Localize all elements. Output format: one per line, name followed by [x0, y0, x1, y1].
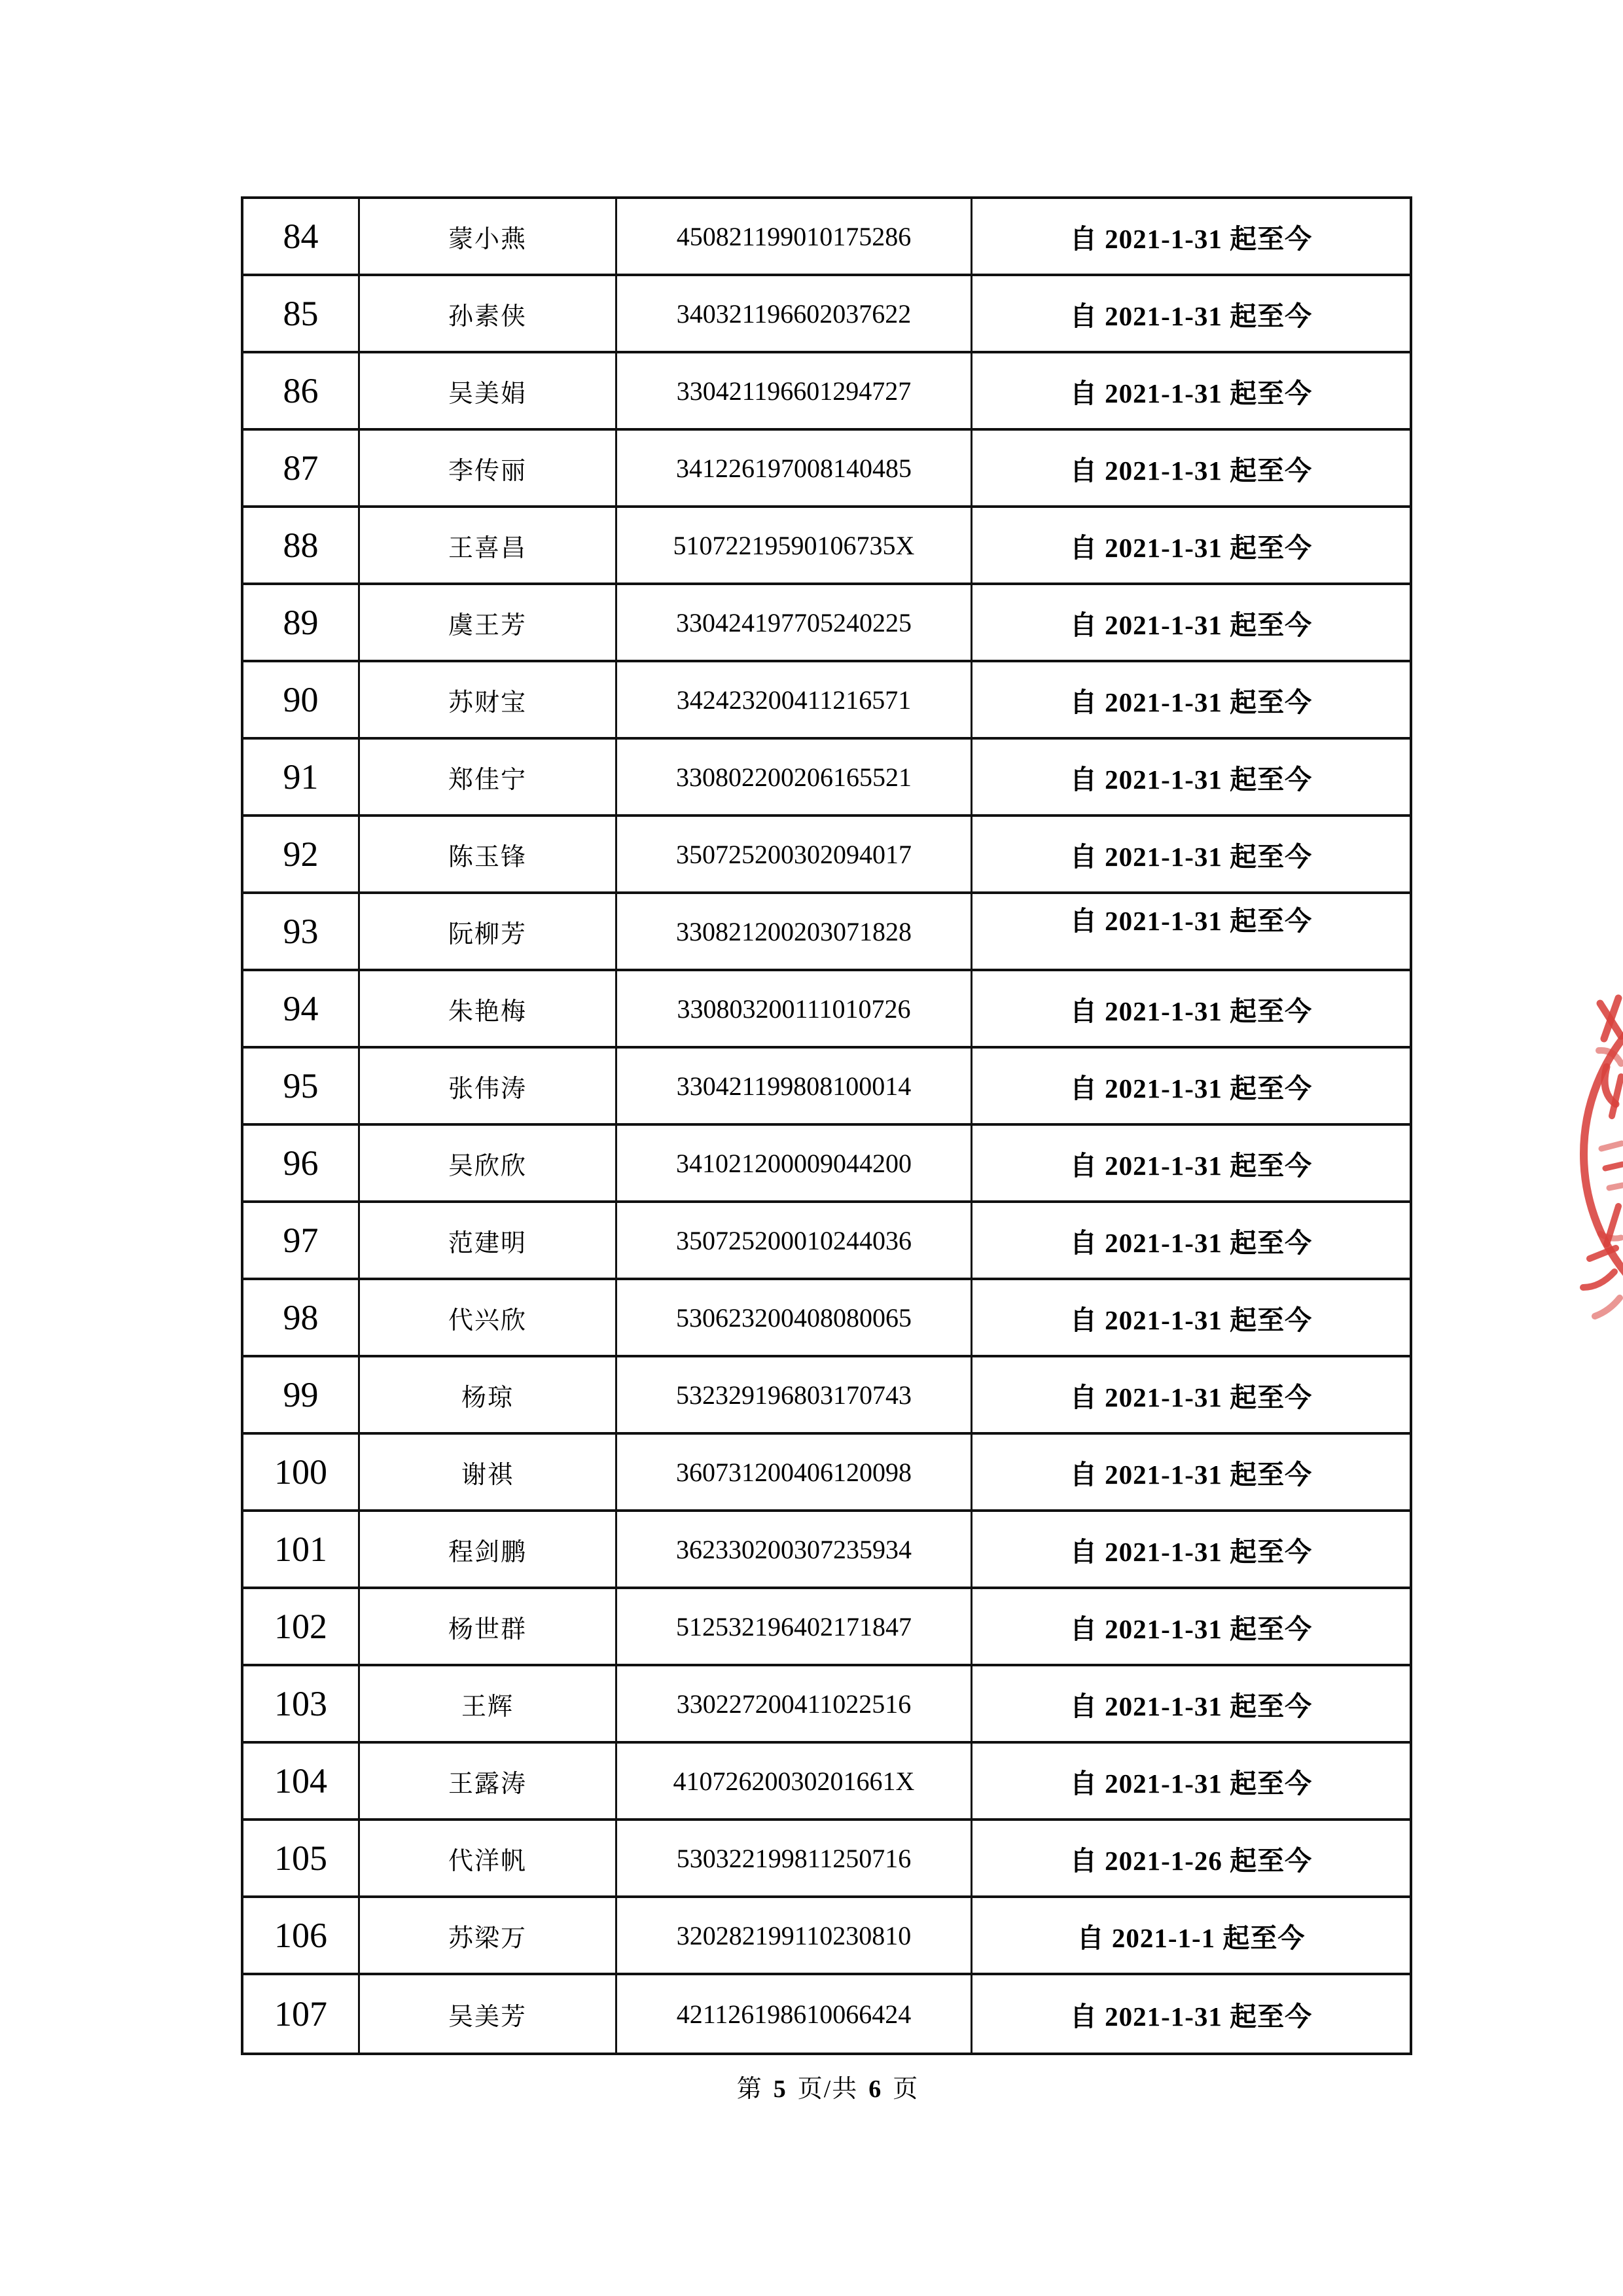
row-index-cell: 86: [243, 353, 360, 428]
table-row: [243, 1666, 1410, 1744]
row-index-cell: 101: [243, 1512, 360, 1587]
table-row: [243, 1435, 1410, 1512]
row-index-cell: 90: [243, 662, 360, 737]
table-row: [243, 1898, 1410, 1975]
id-number-cell: 330421199808100014: [617, 1049, 972, 1123]
period-cell: 自 2021-1-31 起至今: [1069, 841, 1313, 872]
row-index-cell: 98: [243, 1280, 360, 1355]
table-row: [243, 276, 1410, 353]
name-cell: 吴美芳: [360, 1975, 617, 2053]
table-row: [243, 1280, 1410, 1357]
id-number-cell: 41072620030201661X: [617, 1744, 972, 1818]
name-cell: 范建明: [360, 1203, 617, 1278]
row-index-cell: 103: [243, 1666, 360, 1741]
period-cell: 自 2021-1-31 起至今: [1069, 2001, 1313, 2032]
table-row: [243, 508, 1410, 585]
id-number-cell: 450821199010175286: [617, 199, 972, 274]
id-number-cell: 530322199811250716: [617, 1821, 972, 1895]
row-index-cell: 87: [243, 431, 360, 505]
row-index-cell: 97: [243, 1203, 360, 1278]
table-row: [243, 1589, 1410, 1666]
table-row: [243, 1512, 1410, 1589]
table-row: [243, 431, 1410, 508]
row-index-cell: 89: [243, 585, 360, 660]
period-cell: 自 2021-1-31 起至今: [1069, 455, 1313, 486]
row-index-cell: 91: [243, 740, 360, 814]
period-cell: 自 2021-1-31 起至今: [1069, 1768, 1313, 1799]
table-row: [243, 662, 1410, 740]
table-row: [243, 1126, 1410, 1203]
name-cell: 杨琼: [360, 1357, 617, 1432]
period-cell: 自 2021-1-31 起至今: [1069, 687, 1313, 717]
name-cell: 蒙小燕: [360, 199, 617, 274]
period-cell: 自 2021-1-31 起至今: [1069, 1613, 1313, 1644]
name-cell: 谢祺: [360, 1435, 617, 1509]
id-number-cell: 330802200206165521: [617, 740, 972, 814]
period-cell: 自 2021-1-31 起至今: [1069, 223, 1313, 254]
table-row: [243, 1744, 1410, 1821]
id-number-cell: 530623200408080065: [617, 1280, 972, 1355]
period-cell: 自 2021-1-31 起至今: [1069, 996, 1313, 1026]
row-index-cell: 106: [243, 1898, 360, 1973]
id-number-cell: 330424197705240225: [617, 585, 972, 660]
period-cell: 自 2021-1-31 起至今: [1069, 1073, 1313, 1103]
row-index-cell: 100: [243, 1435, 360, 1509]
period-cell: 自 2021-1-31 起至今: [1069, 906, 1313, 936]
period-cell: 自 2021-1-31 起至今: [1069, 1459, 1313, 1490]
footer-prefix: 第: [736, 2075, 763, 2103]
period-cell: 自 2021-1-31 起至今: [1069, 609, 1313, 640]
id-number-cell: 342423200411216571: [617, 662, 972, 737]
member-table: [241, 196, 1412, 2055]
member-table-body: [243, 199, 1410, 2053]
period-cell: 自 2021-1-31 起至今: [1069, 1227, 1313, 1258]
page-footer: [16, 2068, 1623, 2104]
name-cell: 代兴欣: [360, 1280, 617, 1355]
name-cell: 王辉: [360, 1666, 617, 1741]
id-number-cell: 51072219590106735X: [617, 508, 972, 583]
table-row: [243, 740, 1410, 817]
table-row: [243, 1049, 1410, 1126]
table-row: [243, 353, 1410, 431]
row-index-cell: 104: [243, 1744, 360, 1818]
table-row: [243, 817, 1410, 894]
name-cell: 虞王芳: [360, 585, 617, 660]
name-cell: 程剑鹏: [360, 1512, 617, 1587]
id-number-cell: 330803200111010726: [617, 971, 972, 1046]
period-cell: 自 2021-1-31 起至今: [1069, 532, 1313, 563]
name-cell: 苏财宝: [360, 662, 617, 737]
table-row: [243, 199, 1410, 276]
red-seal-stamp: [1561, 952, 1623, 1361]
period-cell: 自 2021-1-31 起至今: [1069, 1304, 1313, 1335]
row-index-cell: 99: [243, 1357, 360, 1432]
row-index-cell: 107: [243, 1975, 360, 2053]
row-index-cell: 94: [243, 971, 360, 1046]
period-cell: 自 2021-1-31 起至今: [1069, 1382, 1313, 1412]
id-number-cell: 320282199110230810: [617, 1898, 972, 1973]
id-number-cell: 532329196803170743: [617, 1357, 972, 1432]
table-row: [243, 585, 1410, 662]
name-cell: 代洋帆: [360, 1821, 617, 1895]
page-number-current: 5: [773, 2075, 787, 2103]
id-number-cell: 350725200010244036: [617, 1203, 972, 1278]
period-cell: 自 2021-1-31 起至今: [1069, 1536, 1313, 1567]
table-row: [243, 1975, 1410, 2053]
row-index-cell: 84: [243, 199, 360, 274]
period-cell: 自 2021-1-26 起至今: [1069, 1845, 1313, 1876]
period-cell: 自 2021-1-31 起至今: [1069, 378, 1313, 408]
id-number-cell: 512532196402171847: [617, 1589, 972, 1664]
name-cell: 张伟涛: [360, 1049, 617, 1123]
id-number-cell: 362330200307235934: [617, 1512, 972, 1587]
row-index-cell: 88: [243, 508, 360, 583]
name-cell: 李传丽: [360, 431, 617, 505]
footer-middle: 页/共: [797, 2075, 859, 2103]
name-cell: 郑佳宁: [360, 740, 617, 814]
row-index-cell: 102: [243, 1589, 360, 1664]
id-number-cell: 330421196601294727: [617, 353, 972, 428]
id-number-cell: 330821200203071828: [617, 894, 972, 969]
name-cell: 吴欣欣: [360, 1126, 617, 1200]
row-index-cell: 93: [243, 894, 360, 969]
id-number-cell: 341226197008140485: [617, 431, 972, 505]
period-cell: 自 2021-1-31 起至今: [1069, 300, 1313, 331]
name-cell: 苏梁万: [360, 1898, 617, 1973]
row-index-cell: 105: [243, 1821, 360, 1895]
table-row: [243, 894, 1410, 971]
page-number-total: 6: [868, 2075, 883, 2103]
table-row: [243, 1357, 1410, 1435]
id-number-cell: 340321196602037622: [617, 276, 972, 351]
table-row: [243, 971, 1410, 1049]
name-cell: 王喜昌: [360, 508, 617, 583]
name-cell: 朱艳梅: [360, 971, 617, 1046]
table-row: [243, 1821, 1410, 1898]
row-index-cell: 95: [243, 1049, 360, 1123]
id-number-cell: 360731200406120098: [617, 1435, 972, 1509]
period-cell: 自 2021-1-31 起至今: [1069, 1691, 1313, 1721]
period-cell: 自 2021-1-1 起至今: [1077, 1922, 1306, 1953]
name-cell: 孙素侠: [360, 276, 617, 351]
table-row: [243, 1203, 1410, 1280]
row-index-cell: 96: [243, 1126, 360, 1200]
name-cell: 阮柳芳: [360, 894, 617, 969]
id-number-cell: 350725200302094017: [617, 817, 972, 891]
footer-suffix: 页: [893, 2075, 919, 2103]
period-cell: 自 2021-1-31 起至今: [1069, 1150, 1313, 1181]
id-number-cell: 341021200009044200: [617, 1126, 972, 1200]
id-number-cell: 330227200411022516: [617, 1666, 972, 1741]
row-index-cell: 92: [243, 817, 360, 891]
name-cell: 王露涛: [360, 1744, 617, 1818]
red-seal-graphic: [1561, 952, 1623, 1361]
name-cell: 杨世群: [360, 1589, 617, 1664]
id-number-cell: 421126198610066424: [617, 1975, 972, 2053]
row-index-cell: 85: [243, 276, 360, 351]
period-cell: 自 2021-1-31 起至今: [1069, 764, 1313, 795]
name-cell: 吴美娟: [360, 353, 617, 428]
name-cell: 陈玉锋: [360, 817, 617, 891]
